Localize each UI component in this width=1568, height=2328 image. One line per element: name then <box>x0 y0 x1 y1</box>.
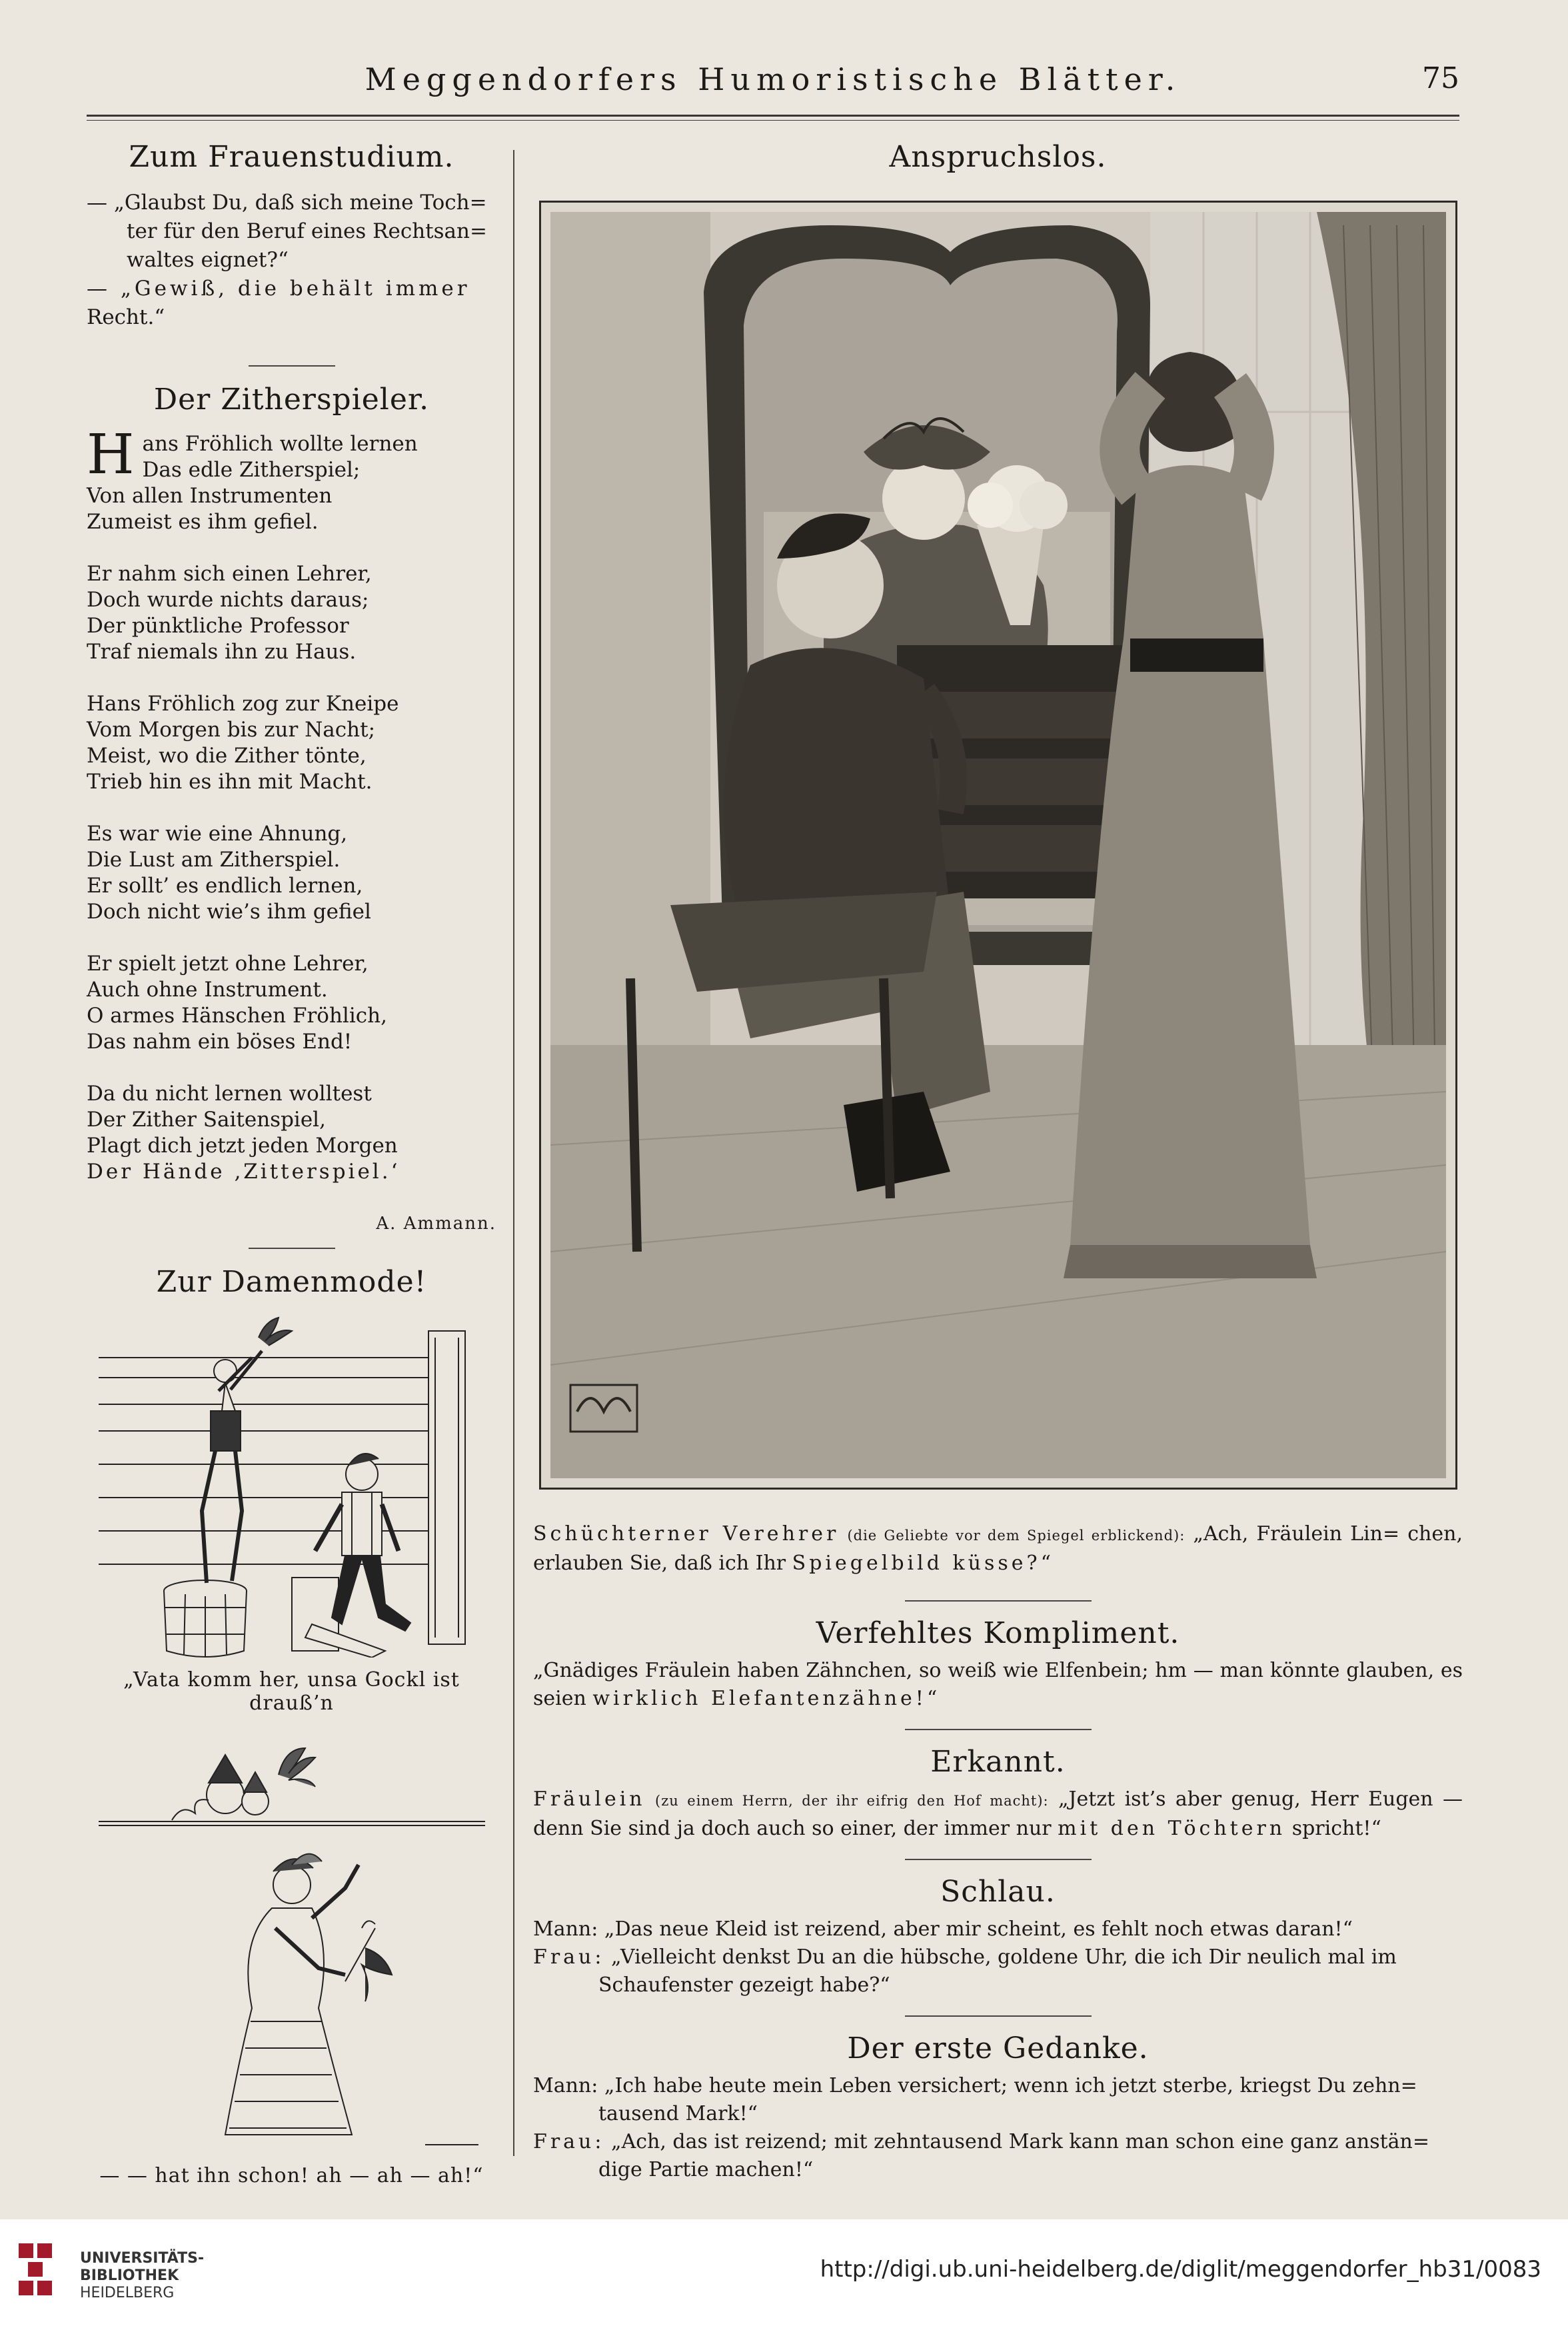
dialog-line: — „Gewiß, die behält immer <box>87 277 470 301</box>
article-title: Erkannt. <box>930 1745 1066 1779</box>
body-text: Eugen — denn Sie sind ja doch auch so einer, der immer nur <box>533 1787 1463 1840</box>
stage-direction: (zu einem Herrn, der ihr eifrig den Hof macht): <box>655 1793 1049 1809</box>
poem-line: Da du nicht lernen wolltest <box>87 1082 372 1106</box>
library-name-line: HEIDELBERG <box>80 2285 175 2301</box>
illustration-title: Anspruchslos. <box>889 140 1107 174</box>
poem-line: Traf niemals ihn zu Haus. <box>87 640 357 664</box>
poem-line: Er sollt’ es endlich lernen, <box>87 874 363 898</box>
poem-stanza <box>87 1081 496 1185</box>
illustration-caption <box>533 1520 1463 1578</box>
body-text: „Gnädiges Fräulein haben Zähnchen, so weiß wie Elfenbein; hm — man könnte <box>533 1659 1340 1682</box>
poem-line: Von allen Instrumenten <box>87 484 333 508</box>
poem-line: O armes Hänschen Fröhlich, <box>87 1004 387 1028</box>
dialog-line: tausend Mark!“ <box>598 2102 758 2125</box>
poem-line: Doch nicht wie’s ihm gefiel <box>87 900 371 924</box>
body-text: glauben, es seien <box>533 1659 1463 1710</box>
poem-line: Er spielt jetzt ohne Lehrer, <box>87 952 369 976</box>
section-rule <box>905 1729 1092 1730</box>
speaker-name: Frau: <box>533 1945 605 1969</box>
poem-line: Die Lust am Zitherspiel. <box>87 848 341 872</box>
speaker-name: Mann: <box>533 1917 598 1941</box>
mirror-scene-illustration <box>550 212 1446 1478</box>
illustration-anspruchslos <box>533 140 1463 1578</box>
library-name-line: BIBLIOTHEK <box>80 2267 179 2284</box>
column-divider <box>513 150 514 2156</box>
article-body <box>533 1785 1463 1843</box>
cartoon-panel-one-drawing <box>92 1311 492 1658</box>
dialog-line: „Ich habe heute mein Leben versichert; wenn ich jetzt sterbe, kriegst Du zehn= <box>604 2074 1417 2097</box>
poem-line: Vom Morgen bis zur Nacht; <box>87 718 376 742</box>
section-rule <box>905 1600 1092 1602</box>
poem-line: Der Hände ‚Zitterspiel.‘ <box>87 1160 400 1184</box>
poem-stanza <box>87 423 496 535</box>
poem-body <box>87 423 496 1237</box>
poem-line: Doch wurde nichts daraus; <box>87 588 369 612</box>
digital-copy-url[interactable]: http://digi.ub.uni-heidelberg.de/diglit/meggendorfer_hb31/0083 <box>820 2256 1541 2283</box>
speaker-name: Mann: <box>533 2074 598 2097</box>
caption-text: chen, erlauben Sie, daß ich Ihr <box>533 1522 1463 1575</box>
article-erkannt <box>533 1745 1463 1843</box>
caption-text: „Ach, Fräulein Lin= <box>1193 1522 1400 1546</box>
poem-line: Plagt dich jetzt jeden Morgen <box>87 1134 398 1158</box>
dialog-line: — „Glaubst Du, daß sich meine Toch= <box>87 191 487 215</box>
page-header <box>87 61 1459 115</box>
dialog-text <box>87 189 496 332</box>
article-body <box>533 1915 1463 1999</box>
body-text: „Jetzt ist’s aber genug, Herr <box>1058 1787 1359 1811</box>
poem-stanza <box>87 691 496 795</box>
caption-speaker: Schüchterner Verehrer <box>533 1522 840 1546</box>
journal-title: Meggendorfers Humoristische Blätter. <box>365 61 1181 97</box>
poem-line: Trieb hin es ihn mit Macht. <box>87 770 373 794</box>
body-text: spricht!“ <box>1291 1817 1381 1840</box>
dialog-line: „Das neue Kleid ist reizend, aber mir scheint, es fehlt noch etwas daran!“ <box>604 1917 1353 1941</box>
cartoon-panel-two-drawing <box>92 1728 492 2155</box>
left-column <box>87 140 496 2187</box>
dialog-line: „Vielleicht denkst Du an die hübsche, goldene Uhr, die ich Dir neulich mal im <box>611 1945 1397 1969</box>
caption-stage-direction: (die Geliebte vor dem Spiegel erblickend): <box>847 1528 1185 1544</box>
poem-stanza <box>87 951 496 1055</box>
digitization-footer <box>0 2219 1568 2328</box>
article-schlau <box>533 1875 1463 1999</box>
dialog-line: Schaufenster gezeigt habe?“ <box>598 1973 890 1997</box>
poem-line: Meist, wo die Zither tönte, <box>87 744 367 768</box>
dialog-line: Recht.“ <box>87 305 165 329</box>
caption-text-spaced: Spiegelbild küsse?“ <box>792 1552 1054 1575</box>
article-body <box>533 2072 1463 2184</box>
poem-line: ans Fröhlich wollte lernen <box>142 432 418 456</box>
dialog-line: „Ach, das ist reizend; mit zehntausend Mark kann man schon eine ganz anstän= <box>611 2130 1430 2153</box>
section-rule <box>249 1248 335 1249</box>
dialog-line: waltes eignet?“ <box>127 248 289 272</box>
article-title: Der erste Gedanke. <box>847 2031 1149 2065</box>
poem-author: A. Ammann. <box>376 1214 496 1234</box>
section-rule <box>249 365 335 367</box>
cartoon-damenmode <box>87 1265 496 2187</box>
poem-line: Hans Fröhlich zog zur Kneipe <box>87 692 399 716</box>
university-library-logo-icon <box>15 2239 61 2299</box>
body-text-spaced: wirklich Elefantenzähne!“ <box>592 1687 941 1710</box>
poem-line: Das nahm ein böses End! <box>87 1030 353 1054</box>
dialog-line: dige Partie machen!“ <box>598 2158 814 2181</box>
poem-line: Der Zither Saitenspiel, <box>87 1108 326 1132</box>
poem-stanza <box>87 821 496 925</box>
illustration-frame <box>539 201 1457 1490</box>
poem-zitherspieler <box>87 383 496 1237</box>
cartoon-caption-one: „Vata komm her, unsa Gockl ist drauß’n <box>123 1668 460 1715</box>
cartoon-title: Zur Damenmode! <box>156 1265 427 1299</box>
drop-cap: H <box>87 423 135 487</box>
cartoon-caption-two: — — hat ihn schon! ah — ah — ah!“ <box>99 2164 484 2187</box>
library-name-line: UNIVERSITÄTS- <box>80 2250 205 2267</box>
article-title: Zum Frauenstudium. <box>129 140 454 174</box>
speaker-name: Frau: <box>533 2130 605 2153</box>
article-frauenstudium <box>87 140 496 332</box>
section-rule <box>905 2015 1092 2017</box>
dialog-line: ter für den Beruf eines Rechtsan= <box>127 219 487 243</box>
poem-line: Das edle Zitherspiel; <box>142 458 361 482</box>
library-name <box>80 2250 204 2302</box>
poem-line: Er nahm sich einen Lehrer, <box>87 562 372 586</box>
poem-stanza <box>87 561 496 665</box>
section-rule <box>905 1859 1092 1860</box>
article-title: Schlau. <box>940 1875 1056 1909</box>
header-rule-thin <box>87 120 1459 121</box>
article-title: Verfehltes Kompliment. <box>816 1616 1180 1650</box>
body-text-spaced: mit den Töchtern <box>1058 1817 1286 1840</box>
poem-title: Der Zitherspieler. <box>153 383 430 417</box>
article-body <box>533 1657 1463 1713</box>
poem-line: Auch ohne Instrument. <box>87 978 328 1002</box>
right-column <box>533 140 1463 2184</box>
article-gedanke <box>533 2031 1463 2184</box>
poem-line: Der pünktliche Professor <box>87 614 349 638</box>
poem-line: Es war wie eine Ahnung, <box>87 822 348 846</box>
speaker-name: Fräulein <box>533 1787 646 1811</box>
header-rule <box>87 115 1459 117</box>
page-number: 75 <box>1422 61 1459 95</box>
poem-line: Zumeist es ihm gefiel. <box>87 510 319 534</box>
article-kompliment <box>533 1616 1463 1713</box>
